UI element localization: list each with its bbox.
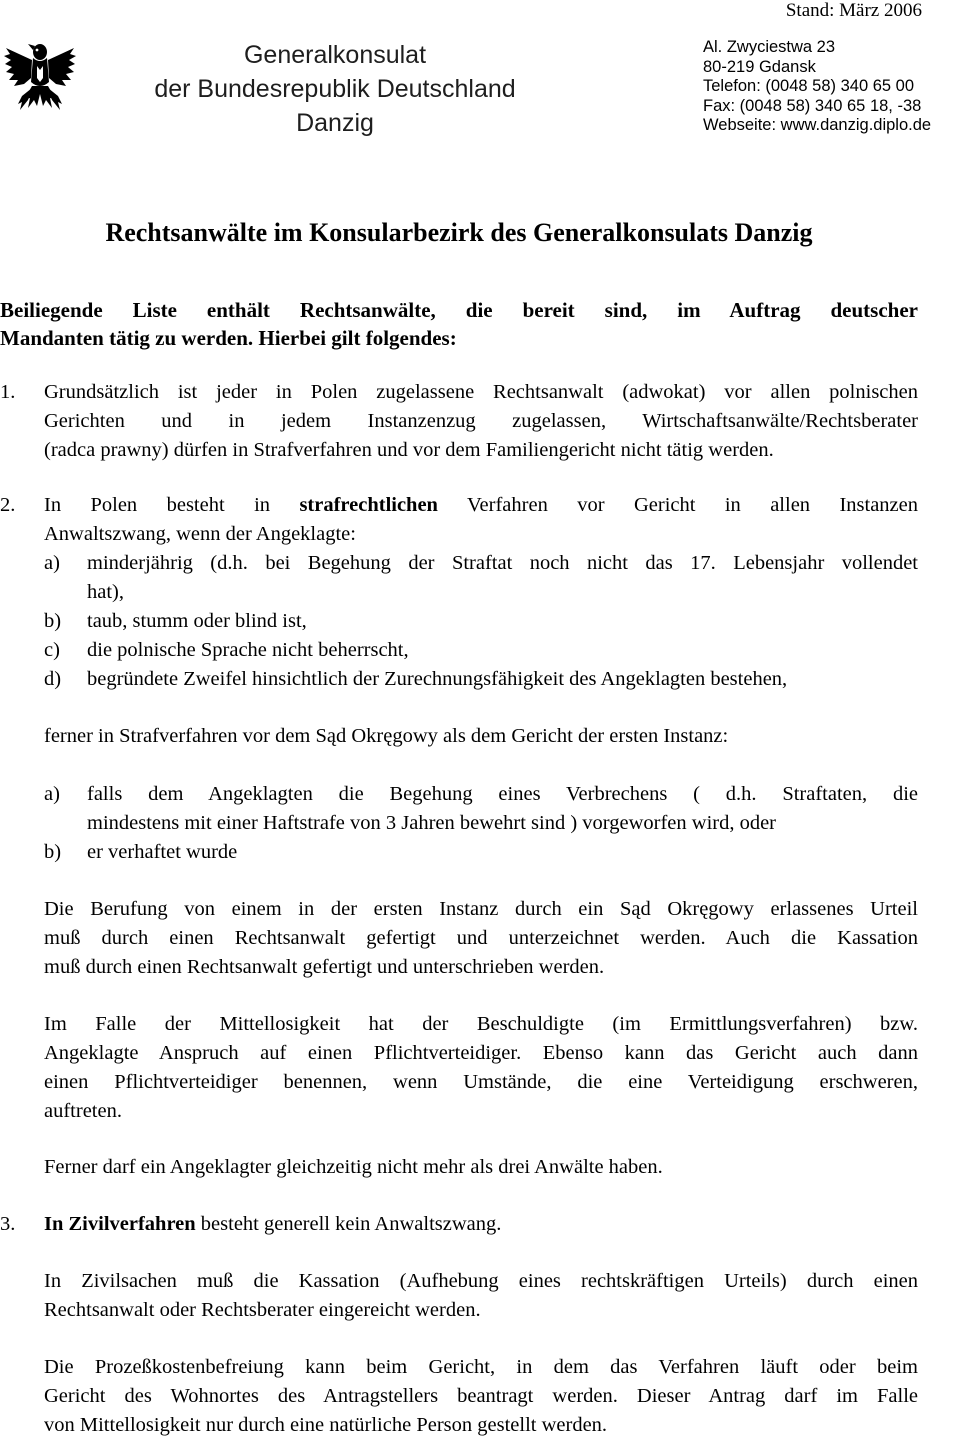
section-1-number: 1. [0, 381, 16, 403]
bundesadler-eagle-icon [2, 38, 78, 118]
section-line: Anwaltszwang, wenn der Angeklagte: [44, 523, 356, 545]
fax-number: Fax: (0048 58) 340 65 18, -38 [703, 96, 922, 115]
list-item-line: die polnische Sprache nicht beherrscht, [87, 639, 409, 661]
berufung-paragraph [44, 895, 918, 982]
page-title: Rechtsanwälte im Konsularbezirk des Generalkonsulats Danzig [105, 218, 813, 247]
list-item-letter: a) [44, 783, 60, 805]
paragraph-line: muß durch einen Rechtsanwalt gefertigt und unterzeichnet werden. Auch die Kassation [44, 927, 918, 949]
section-2-number: 2. [0, 494, 16, 516]
paragraph-line: Gericht des Wohnortes des Antragstellers beantragt werden. Dieser Antrag darf im Falle [44, 1385, 918, 1407]
section-line-part: besteht generell kein Anwaltszwang. [200, 1213, 502, 1235]
paragraph-line: Die Prozeßkostenbefreiung kann beim Gericht, in dem das Verfahren läuft oder beim [44, 1356, 918, 1378]
mittellosigkeit-paragraph [44, 1010, 918, 1126]
paragraph-line: Die Berufung von einem in der ersten Instanz durch ein Sąd Okręgowy erlassenes Urteil [44, 898, 918, 920]
prozesskosten-paragraph [44, 1353, 918, 1440]
consulate-line: Generalkonsulat [243, 41, 427, 69]
address-city: 80-219 Gdansk [703, 57, 816, 76]
address-street: Al. Zwyciestwa 23 [703, 38, 836, 56]
paragraph-line: auftreten. [44, 1100, 122, 1122]
intro-line: Beiliegende Liste enthält Rechtsanwälte, die bereit sind, im Auftrag deutscher [0, 298, 918, 322]
consulate-name [100, 38, 570, 140]
phone-number: Telefon: (0048 58) 340 65 00 [703, 77, 914, 95]
section-2-text [44, 491, 918, 549]
paragraph-line: von Mittellosigkeit nur durch eine natürliche Person gestellt werden. [44, 1414, 608, 1436]
section-line-part: Verfahren vor Gericht in allen Instanzen [467, 494, 918, 516]
list-item-line: er verhaftet wurde [87, 841, 238, 863]
list-item-letter: d) [44, 668, 62, 690]
section-3-heading [44, 1210, 501, 1239]
section-line: (radca prawny) dürfen in Strafverfahren und vor dem Familiengericht nicht tätig werden. [44, 439, 774, 461]
list-item-line: begründete Zweifel hinsichtlich der Zurechnungsfähigkeit des Angeklagten bestehen, [87, 668, 788, 690]
list-item-line: falls dem Angeklagten die Begehung eines Verbrechens ( d.h. Straftaten, die [87, 783, 918, 805]
list-item-letter: a) [44, 552, 60, 574]
list-item-line: hat), [87, 581, 124, 603]
consulate-line: Danzig [296, 109, 374, 137]
zivilsachen-paragraph [44, 1267, 918, 1325]
intro-paragraph [0, 296, 918, 352]
list-item-line: minderjährig (d.h. bei Begehung der Straftat noch nicht das 17. Lebensjahr vollendet [87, 552, 918, 574]
section-1-text [44, 378, 918, 465]
strafrechtlich-emphasis: strafrechtlichen [299, 494, 438, 516]
section-line: Grundsätzlich ist jeder in Polen zugelassene Rechtsanwalt (adwokat) vor allen polnischen [44, 381, 918, 403]
list-item-line: mindestens mit einer Haftstrafe von 3 Jahren bewehrt sind ) vorgeworfen wird, oder [87, 812, 777, 834]
zivilverfahren-emphasis: In Zivilverfahren [44, 1213, 196, 1235]
document-date: Stand: März 2006 [785, 0, 922, 21]
contact-block [703, 38, 931, 136]
paragraph-line: Angeklagte Anspruch auf einen Pflichtverteidiger. Ebenso kann das Gericht auch dann [44, 1042, 918, 1064]
list-item-line: taub, stumm oder blind ist, [87, 610, 307, 632]
section-line [44, 491, 918, 520]
list-item-letter: c) [44, 639, 60, 661]
paragraph-line: einen Pflichtverteidiger benennen, wenn Umstände, die eine Verteidigung erschweren, [44, 1071, 918, 1093]
paragraph-line: Rechtsanwalt oder Rechtsberater eingereicht werden. [44, 1299, 481, 1321]
paragraph-line: Im Falle der Mittellosigkeit hat der Beschuldigte (im Ermittlungsverfahren) bzw. [44, 1013, 918, 1035]
anwaelte-limit-line: Ferner darf ein Angeklagter gleichzeitig nicht mehr als drei Anwälte haben. [44, 1156, 663, 1178]
list-item-letter: b) [44, 610, 62, 632]
consulate-line: der Bundesrepublik Deutschland [154, 75, 516, 103]
ferner-line: ferner in Strafverfahren vor dem Sąd Okręgowy als dem Gericht der ersten Instanz: [44, 725, 729, 747]
section-line: Gerichten und in jedem Instanzenzug zugelassen, Wirtschaftsanwälte/Rechtsberater [44, 410, 918, 432]
paragraph-line: muß durch einen Rechtsanwalt gefertigt und unterschrieben werden. [44, 956, 605, 978]
website-link[interactable]: Webseite: www.danzig.diplo.de [703, 116, 932, 134]
list-item-letter: b) [44, 841, 62, 863]
intro-line: Mandanten tätig zu werden. Hierbei gilt folgendes: [0, 326, 457, 350]
paragraph-line: In Zivilsachen muß die Kassation (Aufhebung eines rechtskräftigen Urteils) durch einen [44, 1270, 918, 1292]
section-3-number: 3. [0, 1213, 16, 1235]
section-line-part: In Polen besteht in [44, 494, 271, 516]
